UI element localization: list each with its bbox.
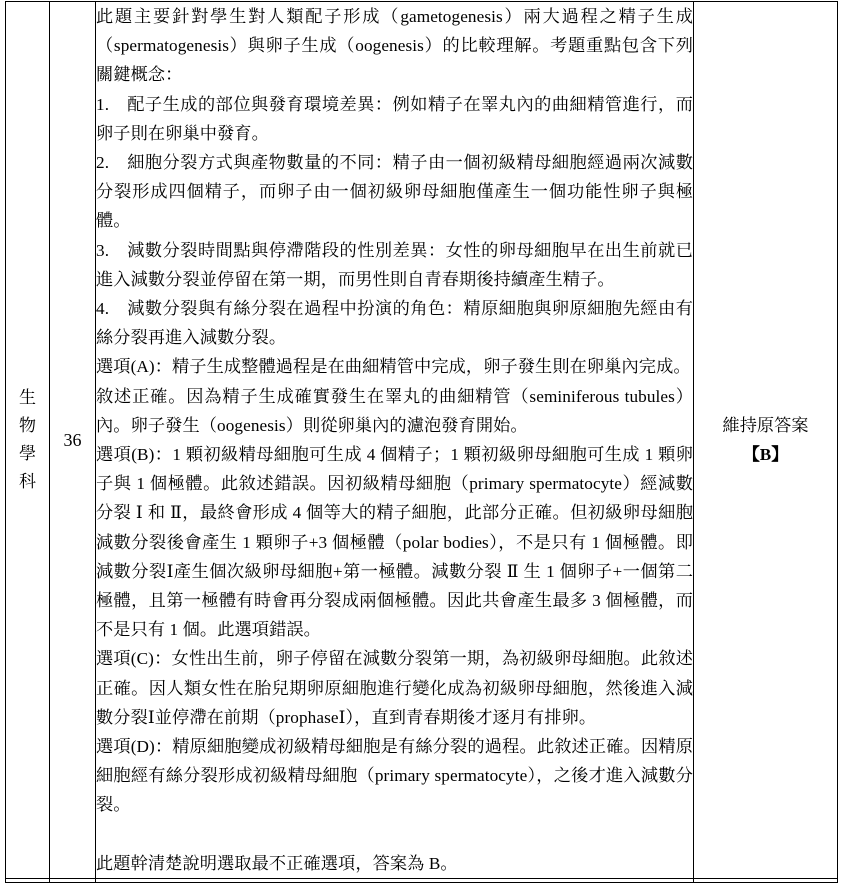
option-d-analysis: 選項(D)：精原細胞變成初級精母細胞是有絲分裂的過程。此敘述正確。因精原細胞經有絲分裂形成初級精母細胞（primary spermatocyte），之後才進入減數分裂。 [96, 737, 693, 815]
question-number-cell-next [50, 879, 96, 883]
option-a-analysis: 敘述正確。因為精子生成確實發生在睪丸的曲細精管（seminiferous tubules）內。卵子發生（oogenesis）則從卵巢內的濾泡發育開始。 [96, 386, 693, 435]
subject-char: 學 [19, 444, 36, 464]
explanation-paragraph: 1. 配子生成的部位與發育環境差異：例如精子在睪丸內的曲細精管進行，而卵子則在卵巢中發育。 [96, 94, 693, 143]
explanation-cell [96, 2, 694, 879]
option-c-analysis: 選項(C)：女性出生前，卵子停留在減數分裂第一期，為初級卵母細胞。此敘述正確。因人類女性在胎兒期卵原細胞進行變化成為初級卵母細胞，然後進入減數分裂Ⅰ並停滯在前期（prophaseⅠ），直到青春期後才逐月有排卵。 [96, 649, 693, 727]
answer-cell [694, 2, 838, 879]
conclusion-paragraph: 此題幹清楚說明選取最不正確選項，答案為 B。 [96, 853, 458, 873]
answer-letter: 【B】 [742, 445, 789, 465]
table-row-next [6, 879, 838, 883]
option-b-analysis: 選項(B)：1 顆初級精母細胞可生成 4 個精子；1 顆初級卵母細胞可生成 1 顆卵子與 1 個極體。此敘述錯誤。因初級精母細胞（primary spermatocyte）經減數分裂 Ⅰ 和 Ⅱ，最終會形成 4 個等大的精子細胞，此部分正確。但初級卵母細胞 減數分裂後會產生 1 顆卵子+3 個極體（polar bodies），不是只有 1 個極體。即減數分裂Ⅰ產生個次級卵母細胞+第一極體。減數分裂 Ⅱ 生 1 個卵子+一個第二極體，且第一極體有時會再分裂成兩個極體。因此共會產生最多 3 個極體，而不是只有 1 個。此選項錯誤。 [96, 445, 693, 640]
subject-cell-next [6, 879, 50, 883]
option-a-statement: 選項(A)：精子生成整體過程是在曲細精管中完成，卵子發生則在卵巢內完成。 [96, 357, 691, 377]
explanation-paragraph: 2. 細胞分裂方式與產物數量的不同：精子由一個初級精母細胞經過兩次減數分裂形成四個精子，而卵子由一個初級卵母細胞僅產生一個功能性卵子與極體。 [96, 153, 693, 231]
subject-vertical-text [6, 384, 49, 496]
subject-cell [6, 2, 50, 879]
explanation-paragraph: 4. 減數分裂與有絲分裂在過程中扮演的角色：精原細胞與卵原細胞先經由有絲分裂再進入減數分裂。 [96, 299, 693, 348]
table-row [6, 2, 838, 879]
explanation-paragraph: 3. 減數分裂時間點與停滯階段的性別差異：女性的卵母細胞早在出生前就已進入減數分裂並停留在第一期，而男性則自青春期後持續產生精子。 [96, 240, 693, 289]
subject-char: 科 [19, 472, 36, 492]
explanation-paragraph: 此題主要針對學生對人類配子形成（gametogenesis）兩大過程之精子生成（spermatogenesis）與卵子生成（oogenesis）的比較理解。考題重點包含下列關鍵概念： [96, 7, 693, 85]
subject-char: 生 [19, 388, 36, 408]
answer-status-text: 維持原答案 [722, 415, 809, 435]
subject-char: 物 [19, 416, 36, 436]
exam-review-table [5, 1, 838, 883]
explanation-cell-next [96, 879, 694, 883]
answer-cell-next [694, 879, 838, 883]
question-number-cell: 36 [50, 2, 96, 879]
